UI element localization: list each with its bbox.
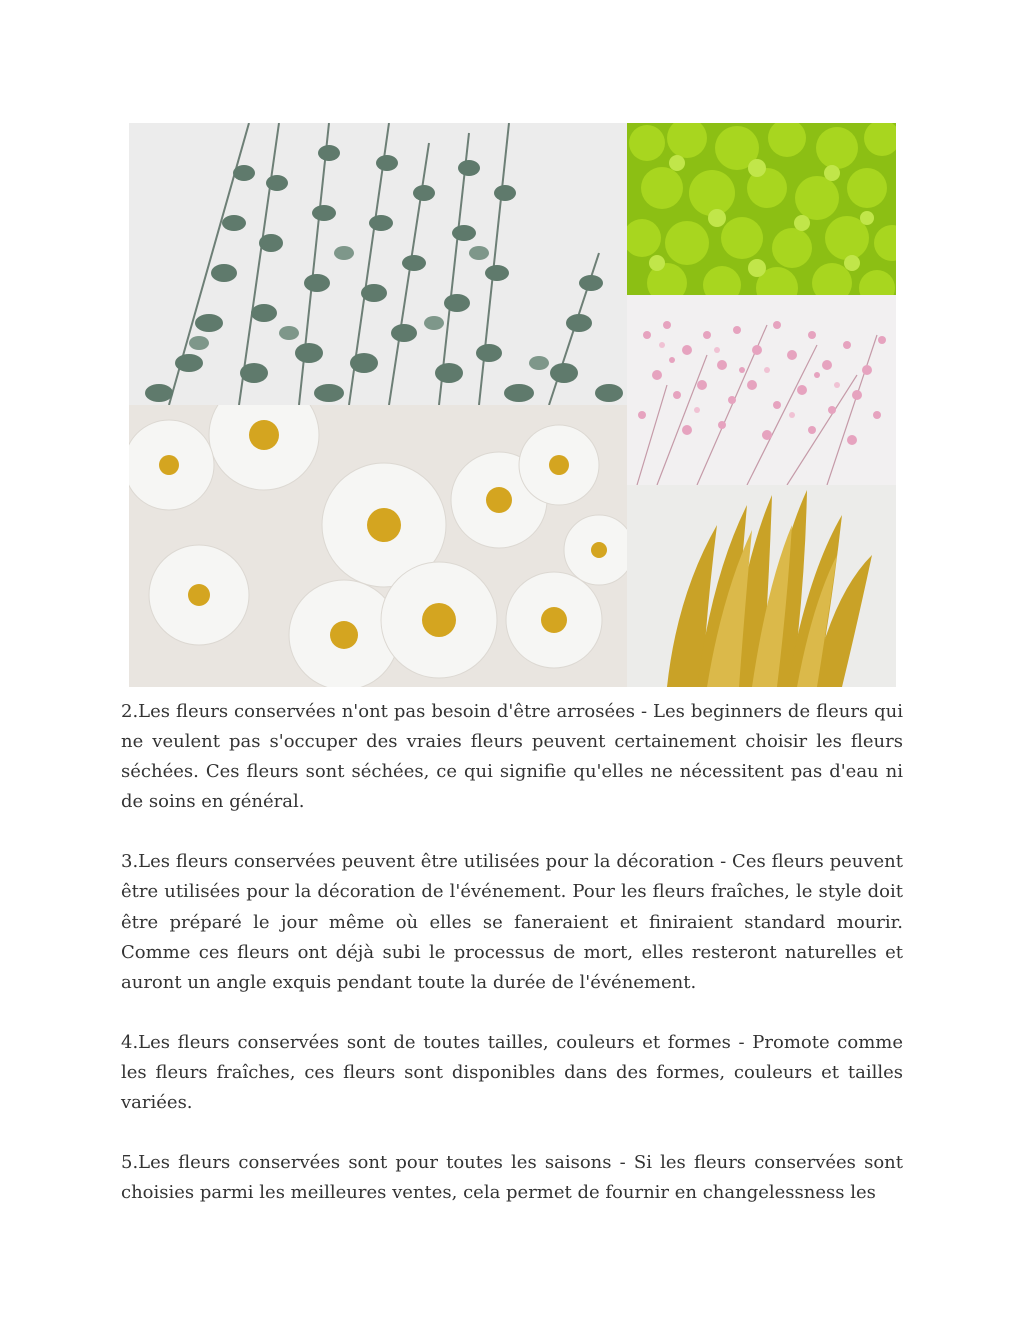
- article-body: [121, 697, 903, 1238]
- paragraph-sizes-colors: 4.Les fleurs conservées sont de toutes tailles, couleurs et formes - Promote comme les fleurs fraîches, ces fleurs sont disponibles dans des formes, couleurs et tailles variées.: [121, 1031, 903, 1114]
- eucalyptus-photo: [129, 123, 627, 405]
- daisy-photo: [129, 405, 627, 687]
- paragraph-watering: 2.Les fleurs conservées n'ont pas besoin d'être arrosées - Les beginners de fleurs qui ne veulent pas s'occuper des vraies fleurs peuvent certainement choisir les fleurs séchées. Ces fleurs sont séchées, ce qui signifie qu'elles ne nécessitent pas d'eau ni de soins en général.: [121, 701, 903, 813]
- flower-photo-collage: [129, 123, 896, 687]
- pampas-photo: [627, 485, 896, 687]
- paragraph-seasons: 5.Les fleurs conservées sont pour toutes les saisons - Si les fleurs conservées sont choisies parmi les meilleures ventes, cela permet de fournir en changelessness les: [121, 1152, 903, 1204]
- gypsophila-photo: [627, 295, 896, 485]
- moss-photo: [627, 123, 896, 295]
- paragraph-decoration: 3.Les fleurs conservées peuvent être utilisées pour la décoration - Ces fleurs peuvent être utilisées pour la décoration de l'événement. Pour les fleurs fraîches, le style doit être préparé le jour même où elles se faneraient et finiraient standard mourir. Comme ces fleurs ont déjà subi le processus de mort, elles resteront naturelles et auront un angle exquis pendant toute la durée de l'événement.: [121, 851, 903, 993]
